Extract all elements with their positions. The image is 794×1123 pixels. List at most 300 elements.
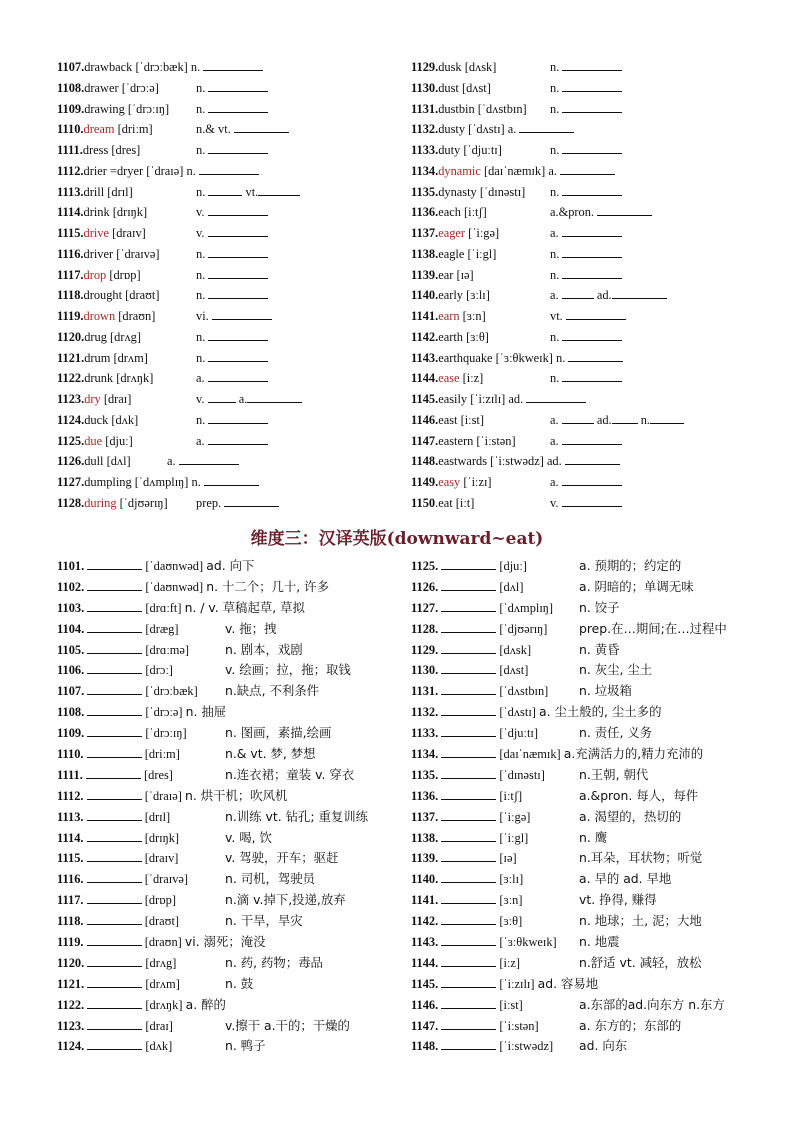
- answer-blank[interactable]: [208, 246, 268, 258]
- entry-part-of-speech: n.: [196, 412, 206, 427]
- translation-row: [411, 640, 751, 661]
- entry-meaning: n. 责任, 义务: [579, 725, 653, 741]
- answer-blank[interactable]: [441, 767, 496, 779]
- answer-blank[interactable]: [208, 329, 268, 341]
- entry-number: 1122.: [57, 371, 85, 386]
- answer-blank[interactable]: [441, 850, 496, 862]
- answer-blank[interactable]: [208, 350, 268, 362]
- entry-pronunciation: [dres]: [140, 767, 173, 782]
- entry-meaning: a.充满活力的,精力充沛的: [563, 746, 704, 762]
- answer-blank[interactable]: [208, 391, 236, 403]
- answer-blank[interactable]: [87, 934, 142, 946]
- answer-blank[interactable]: [208, 142, 268, 154]
- entry-number: 1106.: [57, 663, 85, 678]
- entry-number: 1142.: [411, 914, 439, 929]
- entry-number: 1138.: [411, 246, 439, 261]
- vocab-row: [57, 451, 397, 472]
- vocab-row: [411, 451, 751, 472]
- entry-number: 1130.: [411, 663, 439, 678]
- translation-row: [411, 932, 751, 953]
- answer-blank[interactable]: [87, 850, 142, 862]
- answer-blank[interactable]: [441, 621, 496, 633]
- answer-blank[interactable]: [87, 1038, 142, 1050]
- entry-word: drunk: [84, 371, 114, 386]
- answer-blank[interactable]: [179, 453, 239, 465]
- entry-number: 1105.: [57, 642, 85, 657]
- translation-row: [57, 848, 397, 869]
- answer-blank[interactable]: [87, 704, 142, 716]
- entry-number: 1128.: [57, 495, 85, 510]
- answer-blank[interactable]: [87, 809, 142, 821]
- entry-word: dumpling: [84, 475, 132, 489]
- answer-blank[interactable]: [87, 913, 142, 925]
- translation-row: [57, 702, 397, 723]
- entry-number: 1143.: [411, 350, 439, 365]
- entry-number: 1141.: [411, 309, 439, 323]
- translation-row: [411, 1036, 751, 1057]
- translation-row: [411, 890, 751, 911]
- answer-blank[interactable]: [612, 287, 667, 299]
- entry-number: 1107.: [57, 684, 85, 699]
- entry-number: 1138.: [411, 830, 439, 845]
- translation-row: [57, 640, 397, 661]
- answer-blank[interactable]: [203, 59, 263, 71]
- entry-word: due: [84, 433, 103, 448]
- entry-part-of-speech: vt.: [550, 309, 563, 323]
- entry-meaning: n.王朝, 朝代: [579, 766, 649, 782]
- vocab-row: [411, 410, 751, 431]
- entry-meaning: n. 剧本，戏剧: [225, 641, 303, 657]
- answer-blank[interactable]: [562, 80, 622, 92]
- entry-word: dress: [82, 143, 109, 157]
- answer-blank[interactable]: [441, 976, 496, 988]
- entry-word: drown: [83, 309, 116, 323]
- answer-blank[interactable]: [87, 725, 142, 737]
- entry-number: 1128.: [411, 621, 439, 636]
- section1-right-column: [411, 57, 751, 514]
- vocab-row: [411, 182, 751, 203]
- answer-blank[interactable]: [247, 391, 302, 403]
- vocab-row: [57, 140, 397, 161]
- vocab-row: [411, 348, 751, 369]
- answer-blank[interactable]: [87, 976, 142, 988]
- entry-pronunciation: [drɒp]: [141, 893, 176, 908]
- entry-pronunciation: [ˈdɪnəstɪ]: [496, 767, 545, 782]
- vocab-row: [411, 431, 751, 452]
- answer-blank[interactable]: [441, 997, 496, 1009]
- entry-pronunciation: [draʊt]: [141, 914, 180, 929]
- answer-blank[interactable]: [562, 412, 594, 424]
- entry-number: 1145.: [411, 976, 439, 991]
- entry-part-of-speech: n.: [191, 475, 201, 489]
- answer-blank[interactable]: [208, 267, 268, 279]
- answer-blank[interactable]: [562, 246, 622, 258]
- entry-answer-area: [196, 410, 268, 431]
- entry-answer-area: [196, 99, 268, 120]
- entry-answer-area: [548, 164, 615, 178]
- entry-answer-area: [550, 57, 622, 78]
- answer-blank[interactable]: [87, 579, 142, 591]
- entry-word: eastwards: [438, 454, 488, 469]
- translation-row: [411, 953, 751, 974]
- answer-blank[interactable]: [562, 495, 622, 507]
- entry-number: 1125.: [411, 559, 439, 573]
- answer-blank[interactable]: [208, 80, 268, 92]
- entry-number: 1148.: [411, 454, 439, 469]
- entry-number: 1129.: [411, 60, 439, 74]
- entry-pronunciation: [ˈiːgə]: [496, 809, 531, 824]
- entry-pronunciation: [ˈdʌstɪ]: [465, 122, 508, 137]
- entry-number: 1109.: [57, 726, 85, 741]
- answer-blank[interactable]: [234, 121, 289, 133]
- entry-pronunciation: [ˈdjuːtɪ]: [496, 726, 538, 741]
- entry-part-of-speech: n.: [196, 184, 206, 199]
- entry-pronunciation: [iːst]: [496, 997, 523, 1012]
- answer-blank[interactable]: [199, 163, 259, 175]
- entry-meaning: n.舒适 vt. 减轻，放松: [579, 954, 702, 970]
- answer-blank[interactable]: [87, 871, 142, 883]
- entry-pronunciation: [ˈdʌmplɪŋ]: [496, 600, 554, 615]
- vocab-row: [411, 285, 751, 306]
- entry-extra-pos: ad.: [593, 288, 612, 303]
- entry-answer-area: [196, 265, 268, 286]
- entry-number: 1113.: [57, 809, 84, 824]
- entry-extra-pos: ad.: [593, 412, 612, 427]
- entry-number: 1135.: [411, 184, 439, 199]
- answer-blank[interactable]: [441, 913, 496, 925]
- entry-number: 1108.: [57, 80, 85, 95]
- answer-blank[interactable]: [612, 412, 638, 424]
- answer-blank[interactable]: [441, 871, 496, 883]
- entry-pronunciation: [drɪl]: [141, 809, 171, 824]
- answer-blank[interactable]: [441, 955, 496, 967]
- answer-blank[interactable]: [87, 662, 142, 674]
- entry-pronunciation: [ɜːθ]: [462, 329, 489, 344]
- entry-part-of-speech: n.: [196, 288, 206, 303]
- entry-meaning: ad. 向下: [206, 558, 255, 573]
- entry-word: dream: [83, 122, 115, 137]
- translation-row: [57, 1016, 397, 1037]
- entry-part-of-speech: n.: [196, 143, 206, 157]
- answer-blank[interactable]: [562, 184, 622, 196]
- entry-pronunciation: [draɪ]: [100, 392, 132, 406]
- entry-pronunciation: [ˈdraɪə]: [143, 163, 187, 178]
- entry-meaning: n. 烘干机；吹风机: [184, 787, 288, 803]
- translation-row: [411, 681, 751, 702]
- answer-blank[interactable]: [562, 59, 622, 71]
- entry-part-of-speech: n.: [196, 246, 206, 261]
- entry-number: 1131.: [411, 684, 439, 699]
- entry-part-of-speech: a.: [550, 288, 559, 303]
- entry-number: 1133.: [411, 143, 439, 157]
- answer-blank[interactable]: [87, 830, 142, 842]
- answer-blank[interactable]: [86, 767, 141, 779]
- vocab-row: [57, 472, 397, 493]
- entry-answer-area: [196, 368, 268, 389]
- entry-number: 1126.: [57, 454, 85, 469]
- entry-meaning: n. 垃圾箱: [579, 683, 632, 699]
- translation-row: [411, 577, 751, 598]
- entry-pronunciation: [ˈdrɔːɪŋ]: [142, 726, 187, 741]
- entry-pronunciation: [ˈdrɔːbæk]: [132, 60, 191, 74]
- answer-blank[interactable]: [204, 474, 259, 486]
- vocab-row: [57, 119, 397, 140]
- entry-pronunciation: [ɜːθ]: [496, 914, 523, 929]
- entry-meaning: v. 绘画；拉，拖；取钱: [225, 662, 351, 678]
- answer-blank[interactable]: [562, 474, 622, 486]
- entry-answer-area: [550, 202, 652, 223]
- answer-blank[interactable]: [560, 163, 615, 175]
- vocab-row: [57, 202, 397, 223]
- section2-left-column: [57, 556, 397, 1057]
- entry-pronunciation: [ˈdjʊərɪŋ]: [496, 621, 548, 636]
- answer-blank[interactable]: [441, 1038, 496, 1050]
- entry-number: 1127.: [411, 600, 439, 615]
- answer-blank[interactable]: [87, 1018, 142, 1030]
- vocab-row: [57, 431, 397, 452]
- entry-answer-area: [196, 306, 272, 327]
- entry-pronunciation: [ˈdʌstbɪn]: [496, 684, 549, 699]
- answer-blank[interactable]: [441, 1018, 496, 1030]
- answer-blank[interactable]: [519, 121, 574, 133]
- vocab-row: [57, 99, 397, 120]
- answer-blank[interactable]: [441, 830, 496, 842]
- entry-number: 1147.: [411, 433, 439, 448]
- entry-pronunciation: [iːtʃ]: [496, 788, 523, 803]
- entry-answer-area: [196, 140, 268, 161]
- entry-pronunciation: [dʌl]: [496, 579, 524, 594]
- entry-meaning: a. 早的 ad. 早地: [579, 871, 672, 887]
- entry-number: 1127.: [57, 475, 85, 489]
- translation-row: [57, 890, 397, 911]
- answer-blank[interactable]: [208, 412, 268, 424]
- answer-blank[interactable]: [562, 142, 622, 154]
- answer-blank[interactable]: [441, 725, 496, 737]
- entry-part-of-speech: ad.: [508, 392, 524, 406]
- translation-row: [57, 932, 397, 953]
- entry-pronunciation: [iːz]: [459, 371, 484, 386]
- entry-word: ease: [438, 371, 460, 386]
- answer-blank[interactable]: [87, 642, 142, 654]
- entry-part-of-speech: n.: [550, 267, 560, 282]
- answer-blank[interactable]: [441, 788, 496, 800]
- vocab-row: [411, 119, 751, 140]
- answer-blank[interactable]: [87, 892, 142, 904]
- entry-word: drum: [84, 350, 111, 365]
- entry-pronunciation: [ˈiːstwədz]: [496, 1039, 554, 1054]
- translation-row: [411, 556, 751, 577]
- entry-pronunciation: [draʊn]: [141, 935, 185, 950]
- answer-blank[interactable]: [562, 433, 622, 445]
- entry-pronunciation: [ˈdraɪvə]: [141, 872, 189, 887]
- answer-blank[interactable]: [441, 934, 496, 946]
- answer-blank[interactable]: [562, 225, 622, 237]
- answer-blank[interactable]: [441, 809, 496, 821]
- answer-blank[interactable]: [87, 955, 142, 967]
- entry-meaning: n. 地震: [579, 934, 620, 950]
- entry-number: 1149.: [411, 475, 439, 489]
- answer-blank[interactable]: [258, 184, 300, 196]
- entry-answer-area: [167, 451, 239, 472]
- answer-blank[interactable]: [87, 558, 142, 570]
- entry-pronunciation: [drɪŋk]: [109, 205, 148, 220]
- entry-answer-area: [550, 493, 622, 514]
- answer-blank[interactable]: [441, 746, 496, 758]
- vocab-row: [411, 99, 751, 120]
- entry-part-of-speech: n.: [550, 101, 560, 116]
- entry-pronunciation: [iːst]: [457, 412, 484, 427]
- entry-pronunciation: [ˈiːzɪ]: [460, 475, 492, 489]
- answer-blank[interactable]: [208, 184, 242, 196]
- answer-blank[interactable]: [87, 600, 142, 612]
- answer-blank[interactable]: [565, 453, 620, 465]
- answer-blank[interactable]: [441, 683, 496, 695]
- vocab-row: [57, 78, 397, 99]
- entry-pronunciation: [ˈiːzɪlɪ]: [467, 392, 509, 406]
- answer-blank[interactable]: [208, 225, 268, 237]
- answer-blank[interactable]: [526, 391, 586, 403]
- entry-word: early: [438, 288, 463, 303]
- answer-blank[interactable]: [87, 746, 142, 758]
- entry-meaning: vt. 挣得, 赚得: [579, 892, 657, 908]
- answer-blank[interactable]: [87, 788, 142, 800]
- entry-number: 1121.: [57, 976, 85, 991]
- entry-number: 1142.: [411, 329, 439, 344]
- vocab-row: [57, 348, 397, 369]
- entry-meaning: n. 鹰: [579, 829, 608, 845]
- entry-answer-area: [550, 265, 622, 286]
- entry-pronunciation: [ˈiːgl]: [496, 830, 529, 845]
- translation-row: [411, 660, 751, 681]
- answer-blank[interactable]: [208, 433, 268, 445]
- answer-blank[interactable]: [441, 642, 496, 654]
- entry-part-of-speech: n.: [196, 80, 206, 95]
- answer-blank[interactable]: [212, 308, 272, 320]
- entry-word: drawback: [84, 60, 133, 74]
- answer-blank[interactable]: [562, 287, 594, 299]
- entry-pronunciation: [ɜːlɪ]: [496, 872, 524, 887]
- entry-pronunciation: [ˈdraɪvə]: [113, 246, 160, 261]
- translation-row: [57, 681, 397, 702]
- vocab-row: [411, 223, 751, 244]
- answer-blank[interactable]: [441, 558, 496, 570]
- answer-blank[interactable]: [208, 370, 268, 382]
- entry-meaning: n. 图画，素描,绘画: [225, 725, 332, 741]
- entry-pronunciation: [drʌŋk]: [113, 371, 154, 386]
- answer-blank[interactable]: [441, 704, 496, 716]
- entry-number: 1140.: [411, 872, 439, 887]
- entry-word: dusk: [438, 60, 462, 74]
- translation-row: [411, 702, 751, 723]
- vocab-row: [57, 223, 397, 244]
- answer-blank[interactable]: [597, 204, 652, 216]
- entry-part-of-speech: v.: [196, 205, 205, 220]
- answer-blank[interactable]: [650, 412, 684, 424]
- entry-answer-area: [191, 60, 263, 74]
- entry-word: drug: [84, 329, 107, 344]
- answer-blank[interactable]: [87, 683, 142, 695]
- entry-pronunciation: [dʌsk]: [461, 60, 497, 74]
- entry-answer-area: [196, 327, 268, 348]
- answer-blank[interactable]: [87, 997, 142, 1009]
- entry-part-of-speech: n.: [186, 163, 196, 178]
- entry-pronunciation: [ˈdaʊnwəd]: [142, 579, 207, 594]
- entry-word: drought: [83, 288, 123, 303]
- answer-blank[interactable]: [562, 370, 622, 382]
- vocab-row: [411, 202, 751, 223]
- answer-blank[interactable]: [441, 579, 496, 591]
- entry-pronunciation: [drɑːft]: [142, 600, 185, 615]
- entry-number: 1136.: [411, 788, 439, 803]
- entry-meaning: v.擦干 a.干的；干燥的: [225, 1017, 350, 1033]
- entry-word: dynasty: [438, 184, 477, 199]
- entry-word: earthquake: [438, 350, 493, 365]
- answer-blank[interactable]: [441, 600, 496, 612]
- translation-row: [57, 660, 397, 681]
- entry-part-of-speech: a.: [550, 475, 559, 489]
- answer-blank[interactable]: [568, 350, 623, 362]
- entry-word: duck: [84, 412, 109, 427]
- answer-blank[interactable]: [441, 662, 496, 674]
- entry-word: eager: [438, 226, 466, 240]
- entry-number: 1132.: [411, 705, 439, 720]
- entry-part-of-speech: n.: [550, 371, 560, 386]
- answer-blank[interactable]: [208, 204, 268, 216]
- answer-blank[interactable]: [208, 101, 268, 113]
- entry-pronunciation: [ˈdʌstbɪn]: [474, 101, 527, 116]
- entry-part-of-speech: v.: [196, 226, 205, 240]
- entry-pronunciation: [iːtʃ]: [460, 205, 487, 220]
- answer-blank[interactable]: [562, 267, 622, 279]
- entry-number: 1139.: [411, 851, 439, 866]
- entry-number: 1112.: [57, 788, 84, 803]
- translation-row: [57, 723, 397, 744]
- entry-answer-area: [547, 454, 620, 468]
- answer-blank[interactable]: [87, 621, 142, 633]
- entry-meaning: n. 鸭子: [225, 1038, 266, 1054]
- entry-number: 1150: [411, 495, 436, 510]
- entry-meaning: ad. 向东: [579, 1038, 628, 1054]
- entry-answer-area: [196, 244, 268, 265]
- answer-blank[interactable]: [562, 101, 622, 113]
- entry-word: dynamic: [438, 163, 481, 178]
- answer-blank[interactable]: [562, 329, 622, 341]
- entry-part-of-speech: n.: [196, 267, 206, 282]
- answer-blank[interactable]: [441, 892, 496, 904]
- translation-row: [411, 974, 751, 995]
- entry-pronunciation: [ˈdaʊnwəd]: [142, 559, 207, 573]
- entry-word: .eat: [435, 495, 453, 510]
- entry-number: 1102.: [57, 579, 85, 594]
- entry-pronunciation: [djuː]: [102, 433, 133, 448]
- answer-blank[interactable]: [566, 308, 626, 320]
- entry-word: duty: [438, 143, 461, 157]
- entry-meaning: a.东部的ad.向东方 n.东方: [579, 996, 725, 1012]
- entry-part-of-speech: v.: [196, 392, 205, 406]
- entry-answer-area: [550, 472, 622, 493]
- answer-blank[interactable]: [208, 287, 268, 299]
- answer-blank[interactable]: [224, 495, 279, 507]
- entry-number: 1101.: [57, 559, 85, 573]
- entry-answer-area: [196, 431, 268, 452]
- entry-pronunciation: [ˈdrɔːə]: [118, 80, 159, 95]
- translation-row: [411, 1016, 751, 1037]
- entry-word: eastern: [438, 433, 474, 448]
- entry-pronunciation: [ˈdjʊərɪŋ]: [116, 495, 168, 510]
- entry-answer-area: [196, 119, 289, 140]
- entry-pronunciation: [ˈdʌmplɪŋ]: [131, 475, 192, 489]
- vocab-row: [411, 306, 751, 327]
